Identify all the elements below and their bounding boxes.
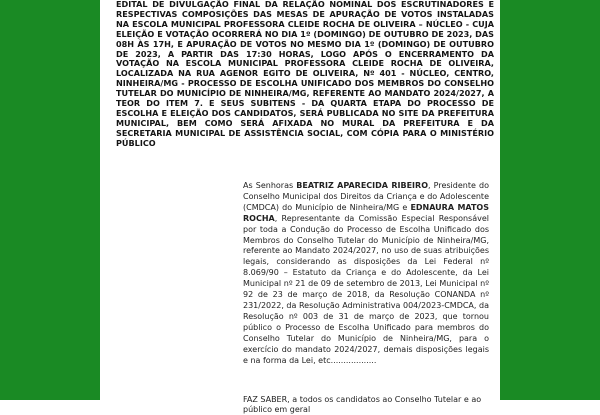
- president-name: BEATRIZ APARECIDA RIBEIRO: [296, 181, 428, 190]
- body-next-line-cut: FAZ SABER, a todos os candidatos ao Conselho Tutelar e ao público em geral: [243, 395, 482, 414]
- representative-name: EDNAURA MATOS ROCHA: [243, 202, 489, 223]
- green-border-left: [0, 0, 100, 400]
- edital-body-paragraph: [243, 181, 489, 366]
- document-page: [100, 0, 500, 414]
- body-part-3: , Representante da Comissão Especial Responsável por toda a Condução do Processo de Escolha Unificado dos Membros do Conselho Tutelar do Município de Ninheira/MG, referente ao Mandato 2024/2027, no uso de suas atribuições legais, considerando as disposições da Lei Federal nº 8.069/90 – Estatuto da Criança e do Adolescente, da Lei Municipal nº 21 de 09 de setembro de 2013, Lei Municipal nº 92 de 23 de março de 2018, da Resolução CONANDA nº 231/2022, da Resolução Administrativa 004/2023-CMDCA, da Resolução nº 003 de 31 de março de 2023, que tornou público o Processo de Escolha Unificado para membros do Conselho Tutelar do Município de Ninheira/MG, para o exercício do mandato 2024/2027, demais disposições legais e na forma da Lei, etc..................: [243, 213, 489, 365]
- edital-heading: EDITAL DE DIVULGAÇÃO FINAL DA RELAÇÃO NOMINAL DOS ESCRUTINADORES E RESPECTIVAS COMPOSIÇÕES DAS MESAS DE APURAÇÃO DE VOTOS INSTALADAS NA ESCOLA MUNICIPAL PROFESSORA CLEIDE ROCHA DE OLIVEIRA – NÚCLEO - CUJA ELEIÇÃO E VOTAÇÃO OCORRERÁ NO DIA 1º (DOMINGO) DE OUTUBRO DE 2023, DAS 08H ÀS 17H, E APURAÇÃO DE VOTOS NO MESMO DIA 1º (DOMINGO) DE OUTUBRO DE 2023, A PARTIR DAS 17:30 HORAS, LOGO APÓS O ENCERRAMENTO DA VOTAÇÃO NA ESCOLA MUNICIPAL PROFESSORA CLEIDE ROCHA DE OLIVEIRA, LOCALIZADA NA RUA AGENOR EGITO DE OLIVEIRA, Nº 401 - NÚCLEO, CENTRO, NINHEIRA/MG - PROCESSO DE ESCOLHA UNIFICADO DOS MEMBROS DO CONSELHO TUTELAR DO MUNICÍPIO DE NINHEIRA/MG, REFERENTE AO MANDATO 2024/2027, A TEOR DO ITEM 7. E SEUS SUBITENS - DA QUARTA ETAPA DO PROCESSO DE ESCOLHA E ELEIÇÃO DOS CANDIDATOS, SERÁ PUBLICADA NO SITE DA PREFEITURA MUNICIPAL, BEM COMO SERÁ AFIXADA NO MURAL DA PREFEITURA E DA SECRETARIA MUNICIPAL DE ASSISTÊNCIA SOCIAL, COM CÓPIA PARA O MINISTÉRIO PÚBLICO: [116, 0, 494, 148]
- body-part-2: , Presidente do Conselho Municipal dos Direitos da Criança e do Adolescente (CMDCA) do Município de Ninheira/MG e: [243, 181, 489, 212]
- green-border-right: [500, 0, 600, 400]
- body-intro: As Senhoras: [243, 181, 297, 190]
